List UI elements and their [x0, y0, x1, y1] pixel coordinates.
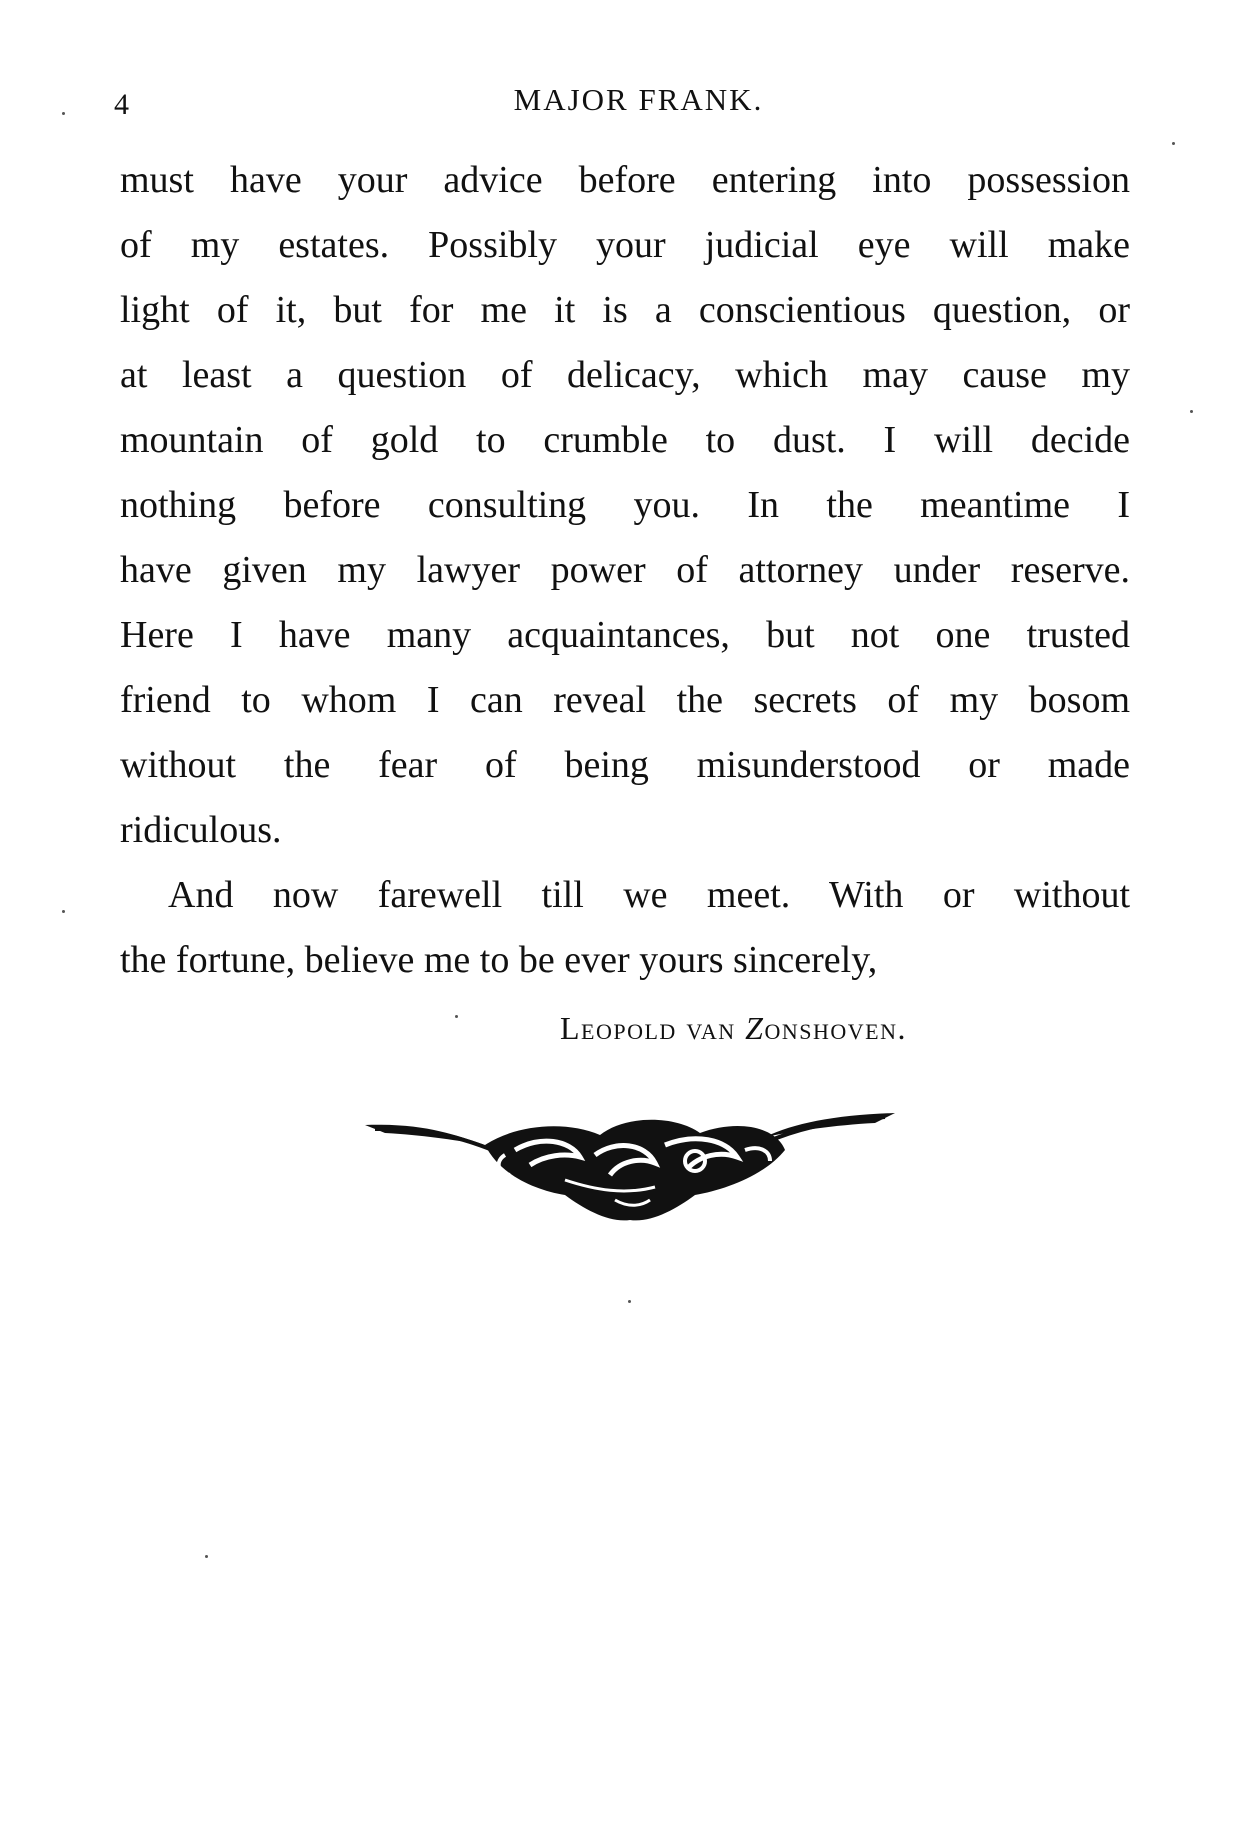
text-line: friend to whom I can reveal the secrets of my bosom: [120, 679, 1130, 721]
text-line: at least a question of delicacy, which may cause my: [120, 354, 1130, 396]
text-line: of my estates. Possibly your judicial eye will make: [120, 224, 1130, 266]
paragraph-2: [120, 863, 1130, 993]
scan-speck: [62, 910, 65, 913]
text-line: light of it, but for me it is a conscientious question, or: [120, 289, 1130, 331]
floral-tailpiece-ornament-icon: [365, 1095, 895, 1225]
signature-rest: onshoven.: [764, 1010, 907, 1046]
running-title: MAJOR FRANK.: [513, 82, 764, 117]
page-number: 4: [114, 88, 129, 121]
text-line: mountain of gold to crumble to dust. I will decide: [120, 419, 1130, 461]
signature-initial: Z: [745, 1010, 765, 1046]
text-line: ridiculous.: [120, 809, 282, 851]
scan-speck: [1190, 410, 1193, 413]
text-line: nothing before consulting you. In the meantime I: [120, 484, 1130, 526]
text-line: without the fear of being misunderstood or made: [120, 744, 1130, 786]
scan-speck: [455, 1015, 458, 1018]
text-line: must have your advice before entering into possession: [120, 159, 1130, 201]
text-line: Here I have many acquaintances, but not one trusted: [120, 614, 1130, 656]
body-text: [120, 148, 1130, 993]
text-line: the fortune, believe me to be ever yours sincerely,: [120, 939, 878, 981]
scan-speck: [1172, 142, 1175, 145]
text-line: And now farewell till we meet. With or without: [168, 874, 1130, 916]
scan-speck: [628, 1300, 631, 1303]
scan-speck: [62, 112, 65, 115]
paragraph-1: [120, 148, 1130, 863]
signature: [560, 1010, 907, 1047]
scan-speck: [205, 1555, 208, 1558]
signature-first: Leopold van: [560, 1010, 746, 1046]
text-line: have given my lawyer power of attorney under reserve.: [120, 549, 1130, 591]
